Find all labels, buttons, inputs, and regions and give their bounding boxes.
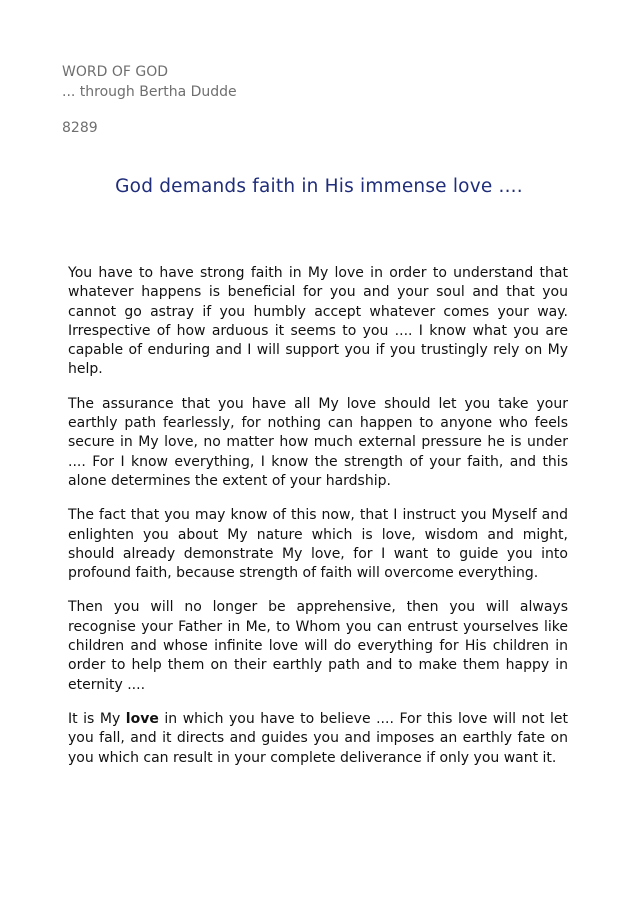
series-label: WORD OF GOD (62, 64, 168, 80)
paragraph-2: The assurance that you have all My love should let you take your earthly path fearlessly, for nothing can happen to anyone who feels secure in My love, no matter how much external pressure he is under .... For I know everything, I know the strength of your faith, and this alone determines the extent of your hardship. (68, 395, 568, 489)
paragraph-5 (68, 710, 568, 768)
paragraph-1: You have to have strong faith in My love in order to understand that whatever happens is beneficial for you and your soul and that you cannot go astray if you humbly accept whatever comes your way. Irrespective of how arduous it seems to you .... I know what you are capable of enduring and I will support you if you trustingly rely on My help. (68, 265, 568, 378)
paragraph-5-start: It is My (68, 710, 126, 727)
paragraph-5-end: in which you have to believe .... For this love will not let you fall, and it directs and guides you and imposes an earthly fate on you which can result in your complete deliverance if only you want it. (68, 710, 568, 766)
paragraph-4: Then you will no longer be apprehensive, then you will always recognise your Father in Me, to Whom you can entrust yourselves like children and whose infinite love will do everything for His children in order to help them on their earthly path and to make them happy in eternity .... (68, 599, 568, 693)
page-title: God demands faith in His immense love .... (115, 176, 523, 197)
emphasis-love: love (125, 710, 159, 727)
source-label: ... through Bertha Dudde (62, 84, 237, 100)
paragraph-3: The fact that you may know of this now, that I instruct you Myself and enlighten you about My nature which is love, wisdom and might, should already demonstrate My love, for I want to guide you into profound faith, because strength of faith will overcome everything. (68, 507, 568, 582)
message-number: 8289 (62, 120, 98, 136)
message-body (68, 264, 568, 783)
